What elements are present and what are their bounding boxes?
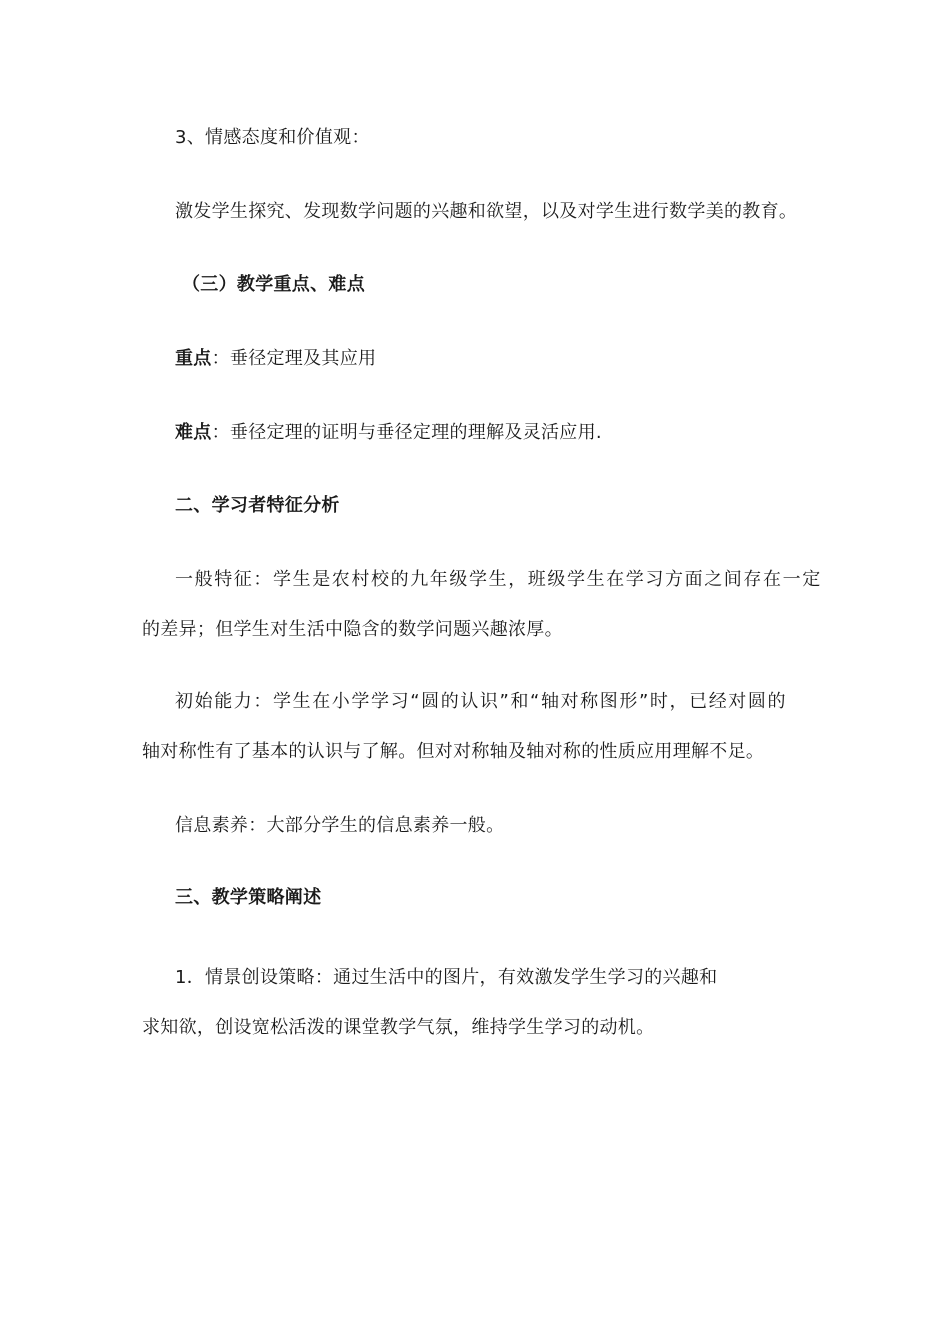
section-three-heading: 三、教学策略阐述 bbox=[175, 887, 322, 908]
difficult-point bbox=[175, 421, 602, 445]
initial-ability-line1: 初始能力：学生在小学学习“圆的认识”和“轴对称图形”时，已经对圆的 bbox=[175, 691, 788, 712]
difficult-point-text: ：垂径定理的证明与垂径定理的理解及灵活应用. bbox=[211, 422, 602, 443]
key-point bbox=[175, 347, 376, 371]
key-point-text: ：垂径定理及其应用 bbox=[211, 348, 377, 369]
initial-ability-line2: 轴对称性有了基本的认识与了解。但对对称轴及轴对称的性质应用理解不足。 bbox=[142, 741, 765, 762]
section-two-heading: 二、学习者特征分析 bbox=[175, 495, 340, 516]
info-literacy: 信息素养：大部分学生的信息素养一般。 bbox=[175, 815, 505, 836]
item3-text: 激发学生探究、发现数学问题的兴趣和欲望，以及对学生进行数学美的教育。 bbox=[175, 201, 798, 222]
strategy1-line2: 求知欲，创设宽松活泼的课堂教学气氛，维持学生学习的动机。 bbox=[142, 1017, 655, 1038]
difficult-point-label: 难点 bbox=[175, 422, 212, 443]
item3-heading: 3、情感态度和价值观： bbox=[175, 127, 370, 148]
section3-heading: （三）教学重点、难点 bbox=[182, 274, 365, 295]
general-feature-line1: 一般特征：学生是农村校的九年级学生，班级学生在学习方面之间存在一定 bbox=[175, 569, 822, 590]
strategy1-line1: 1．情景创设策略：通过生活中的图片，有效激发学生学习的兴趣和 bbox=[175, 967, 718, 988]
general-feature-line2: 的差异；但学生对生活中隐含的数学问题兴趣浓厚。 bbox=[142, 619, 563, 640]
key-point-label: 重点 bbox=[175, 348, 212, 369]
